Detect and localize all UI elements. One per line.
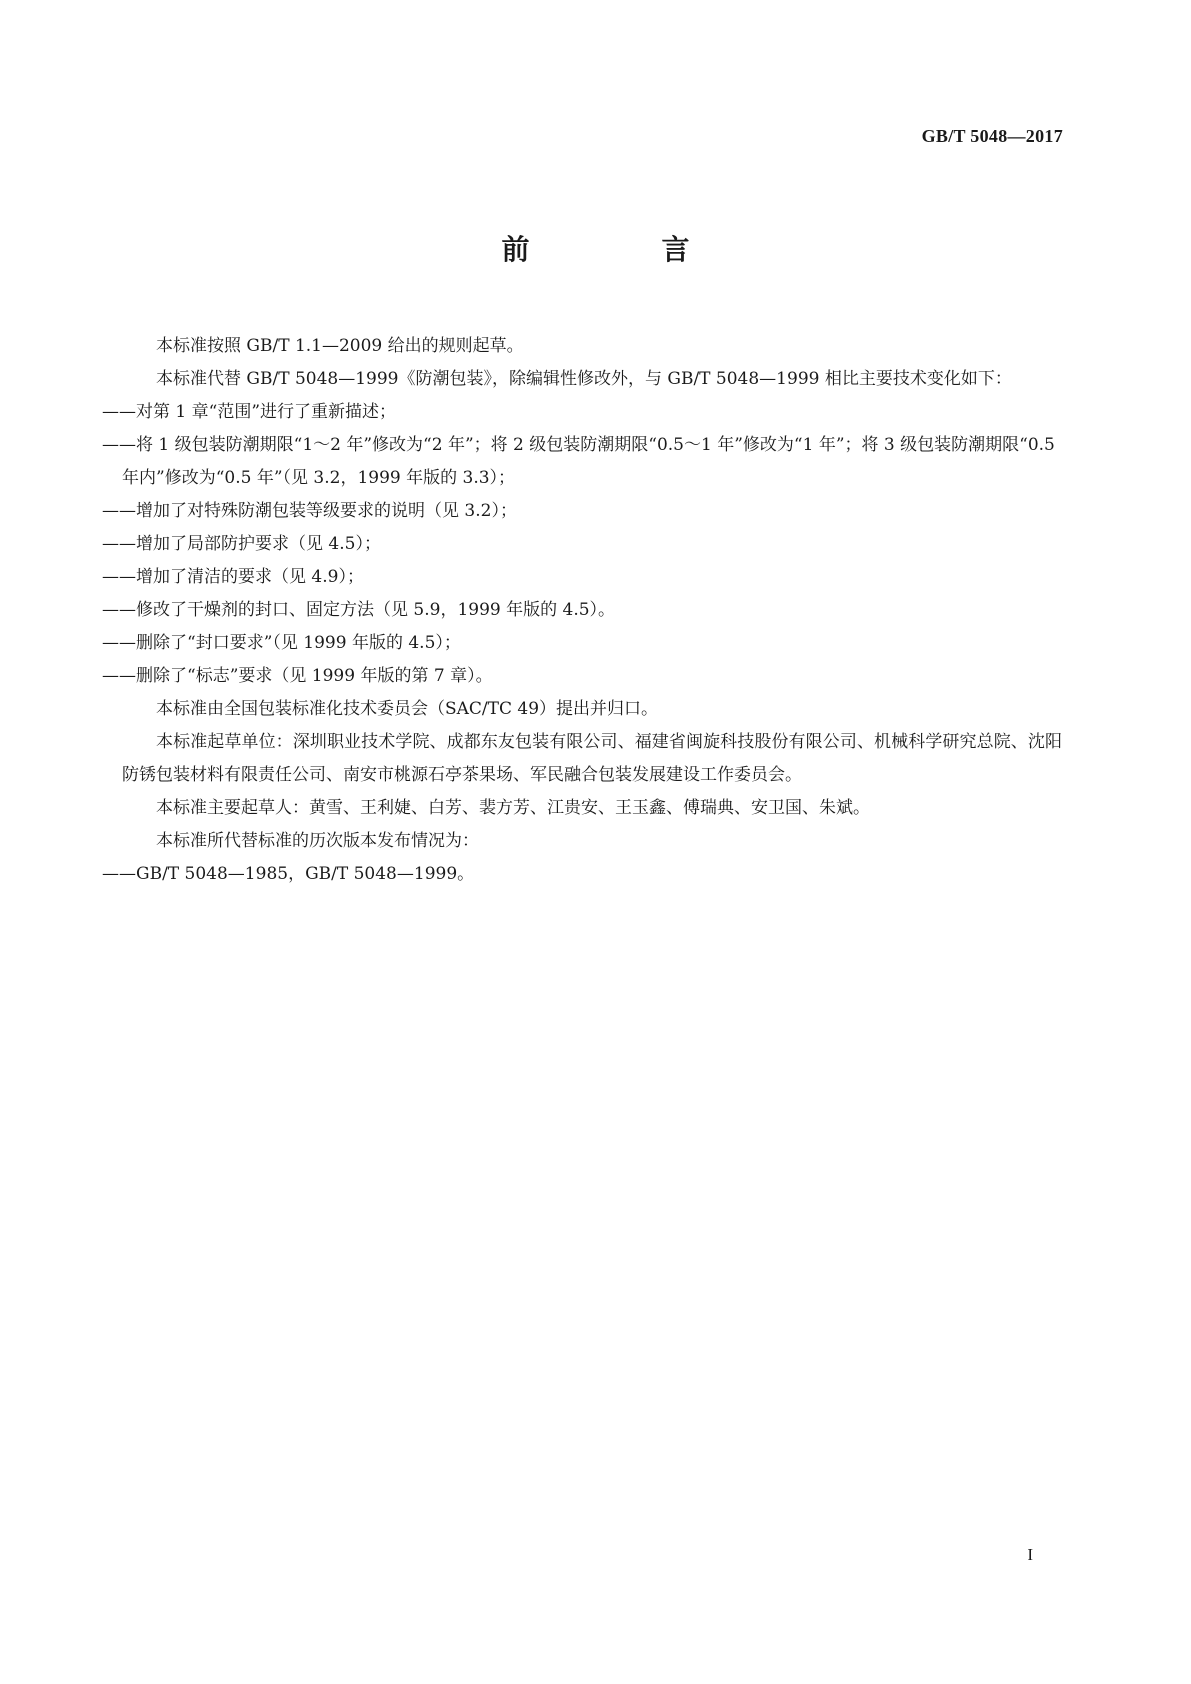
change-item-scope: ——对第 1 章“范围”进行了重新描述；	[102, 402, 397, 422]
change-item-desiccant: ——修改了干燥剂的封口、固定方法（见 5.9，1999 年版的 4.5）。	[102, 600, 616, 620]
page-title: 前 言	[501, 233, 742, 266]
paragraph-history-intro: 本标准所代替标准的历次版本发布情况为：	[156, 831, 479, 851]
change-item-special-levels: ——增加了对特殊防潮包装等级要求的说明（见 3.2）；	[102, 501, 517, 521]
change-item-cleaning: ——增加了清洁的要求（见 4.9）；	[102, 567, 364, 587]
change-item-local-protection: ——增加了局部防护要求（见 4.5）；	[102, 534, 381, 554]
paragraph-drafting-rules: 本标准按照 GB/T 1.1—2009 给出的规则起草。	[156, 336, 524, 356]
paragraph-drafting-units: 本标准起草单位：深圳职业技术学院、成都东友包装有限公司、福建省闽旋科技股份有限公司、机械科学研究总院、沈阳防锈包装材料有限责任公司、南安市桃源石亭茶果场、军民融合包装发展建设工作委员会。	[122, 732, 1062, 785]
history-item: ——GB/T 5048—1985，GB/T 5048—1999。	[102, 864, 475, 884]
change-item-sealing-removed: ——删除了“封口要求”（见 1999 年版的 4.5）；	[102, 633, 461, 653]
standard-code: GB/T 5048—2017	[921, 126, 1063, 146]
change-item-marking-removed: ——删除了“标志”要求（见 1999 年版的第 7 章）。	[102, 666, 493, 686]
foreword-body	[102, 330, 1062, 891]
paragraph-proposer: 本标准由全国包装标准化技术委员会（SAC/TC 49）提出并归口。	[156, 699, 659, 719]
paragraph-replacement: 本标准代替 GB/T 5048—1999《防潮包装》，除编辑性修改外，与 GB/T 5048—1999 相比主要技术变化如下：	[156, 369, 1012, 389]
paragraph-drafters: 本标准主要起草人：黄雪、王利婕、白芳、裴方芳、江贵安、王玉鑫、傅瑞典、安卫国、朱斌。	[156, 798, 870, 818]
page-number: I	[1027, 1545, 1033, 1564]
change-item-periods: ——将 1 级包装防潮期限“1～2 年”修改为“2 年”；将 2 级包装防潮期限“0.5～1 年”修改为“1 年”；将 3 级包装防潮期限“0.5 年内”修改为“0.5 年”（见 3.2，1999 年版的 3.3）；	[102, 435, 1055, 488]
